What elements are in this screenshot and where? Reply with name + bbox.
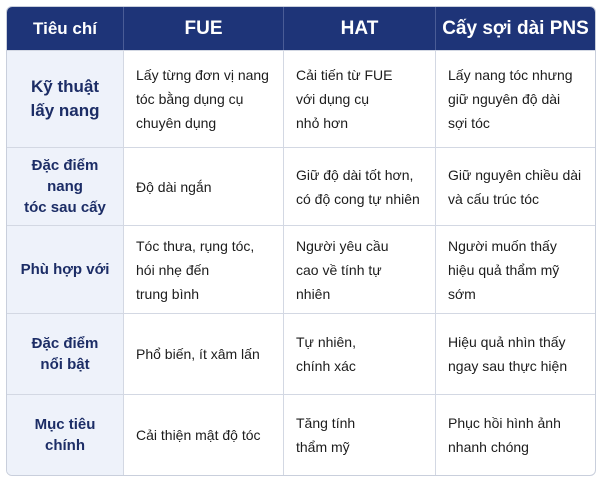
fue-cell — [124, 50, 284, 147]
hat-cell — [284, 313, 436, 394]
criterion-cell — [7, 50, 124, 147]
pns-text: Hiệu quả nhìn thấy ngay sau thực hiện — [448, 334, 568, 374]
hat-text: Người yêu cầu cao về tính tự nhiên — [296, 237, 389, 302]
fue-text: Phổ biến, ít xâm lấn — [136, 346, 260, 362]
criterion-text: Mục tiêu chính — [34, 416, 96, 454]
fue-text: Lấy từng đơn vị nang tóc bằng dụng cụ chuyên dụng — [136, 67, 269, 131]
table-row — [7, 50, 595, 147]
pns-text: Lấy nang tóc nhưng giữ nguyên độ dài sợi tóc — [448, 67, 573, 131]
header-criteria: Tiêu chí — [7, 7, 124, 50]
fue-text: Tóc thưa, rụng tóc, hói nhẹ đến trung bình — [136, 237, 255, 302]
pns-text: Phục hồi hình ảnh nhanh chóng — [448, 415, 561, 455]
table-header-row — [7, 7, 595, 50]
criterion-cell — [7, 147, 124, 225]
fue-cell — [124, 225, 284, 313]
criterion-text: Kỹ thuật lấy nang — [30, 77, 100, 120]
pns-cell — [436, 147, 595, 225]
comparison-table — [6, 6, 596, 476]
hat-cell — [284, 225, 436, 313]
fue-text: Độ dài ngắn — [136, 178, 212, 195]
header-hat: HAT — [284, 7, 436, 50]
criterion-cell — [7, 313, 124, 394]
header-pns: Cấy sợi dài PNS — [436, 7, 595, 50]
pns-cell — [436, 225, 595, 313]
hat-cell — [284, 147, 436, 225]
fue-cell — [124, 147, 284, 225]
criterion-text: Đặc điểm nổi bật — [31, 335, 99, 373]
fue-text: Cải thiện mật độ tóc — [136, 427, 261, 443]
table-row — [7, 394, 595, 475]
hat-cell — [284, 50, 436, 147]
criterion-cell — [7, 394, 124, 475]
table-row — [7, 225, 595, 313]
hat-text: Giữ độ dài tốt hơn, có độ cong tự nhiên — [296, 166, 420, 207]
criterion-cell — [7, 225, 124, 313]
pns-text: Giữ nguyên chiều dài và cấu trúc tóc — [448, 166, 582, 207]
comparison-table-wrapper — [6, 6, 594, 474]
table-row — [7, 313, 595, 394]
criterion-text: Phù hợp với — [20, 261, 110, 278]
header-fue: FUE — [124, 7, 284, 50]
hat-text: Tăng tính thẩm mỹ — [296, 415, 356, 455]
table-row — [7, 147, 595, 225]
fue-cell — [124, 394, 284, 475]
criterion-text: Đặc điểm nang tóc sau cấy — [24, 157, 106, 216]
pns-cell — [436, 50, 595, 147]
pns-cell — [436, 313, 595, 394]
pns-text: Người muốn thấy hiệu quả thẩm mỹ sớm — [448, 237, 560, 302]
hat-text: Tự nhiên, chính xác — [296, 334, 356, 374]
hat-cell — [284, 394, 436, 475]
hat-text: Cải tiến từ FUE với dụng cụ nhỏ hơn — [296, 67, 393, 131]
pns-cell — [436, 394, 595, 475]
fue-cell — [124, 313, 284, 394]
